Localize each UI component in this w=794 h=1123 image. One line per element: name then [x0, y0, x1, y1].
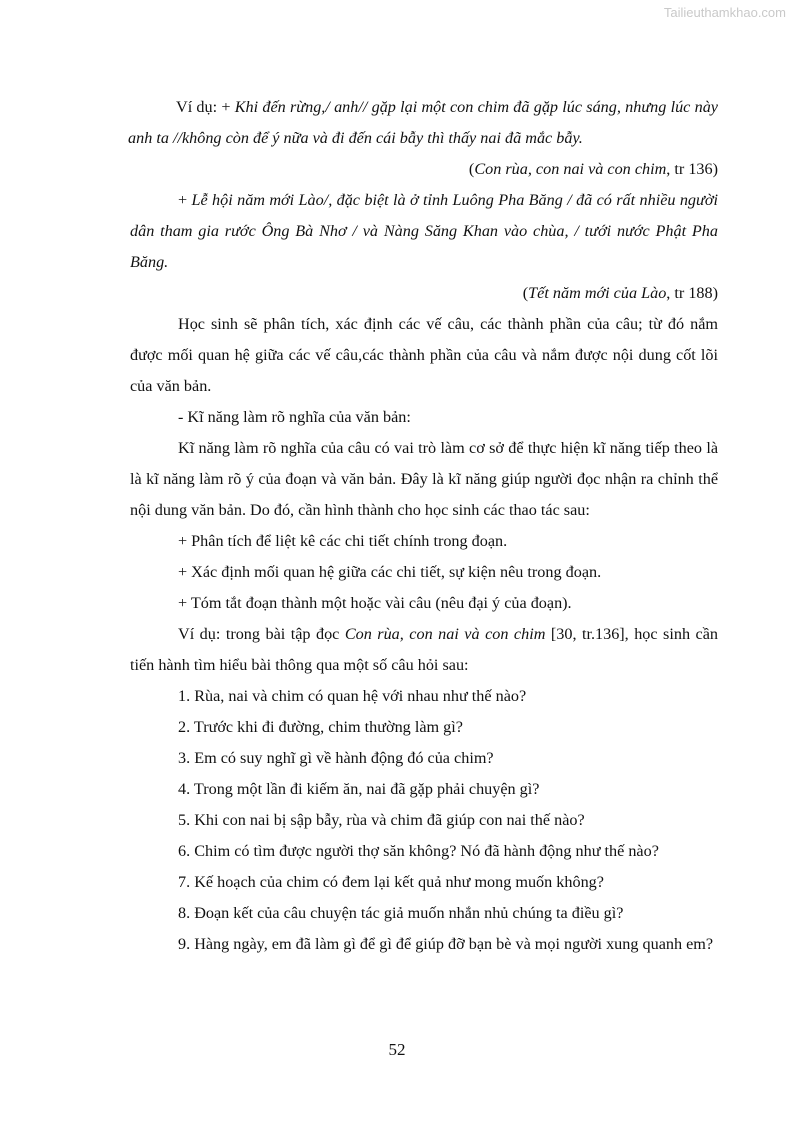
page-number: 52	[388, 1040, 406, 1059]
question: 8. Đoạn kết của câu chuyện tác giả muốn nhắn nhủ chúng ta điều gì?	[178, 904, 624, 922]
source-title: Con rùa, con nai và con chim	[474, 160, 667, 178]
source-title: Tết năm mới của Lào	[528, 284, 667, 302]
example-label: Ví dụ: +	[176, 98, 235, 116]
example-2-italic: Lễ hội năm mới Lào/, đặc biệt là ở tỉnh Luông Pha Băng / đã có rất nhiều người dân tham gia rước Ông Bà Nhơ / và Nàng Săng Khan vào chùa, / tưới nước Phật Pha Băng.	[130, 191, 718, 271]
question: 2. Trước khi đi đường, chim thường làm gì?	[178, 718, 463, 736]
example-2-source: (Tết năm mới của Lào, tr 188)	[522, 284, 718, 302]
example-3: Ví dụ: trong bài tập đọc Con rùa, con nai và con chim [30, tr.136], học sinh cần tiến hành tìm hiểu bài thông qua một số câu hỏi sau:	[130, 625, 718, 674]
book-title: Con rùa, con nai và con chim	[344, 625, 546, 643]
page-body	[130, 92, 718, 960]
question: 4. Trong một lần đi kiếm ăn, nai đã gặp phải chuyện gì?	[178, 780, 540, 798]
question: 3. Em có suy nghĩ gì về hành động đó của chim?	[178, 749, 494, 767]
paragraph: Kĩ năng làm rõ nghĩa của câu có vai trò làm cơ sở để thực hiện kĩ năng tiếp theo là là kĩ năng làm rõ ý của đoạn và văn bản. Đây là kĩ năng giúp người đọc nhận ra chỉnh thể nội dung văn bản. Do đó, cần hình thành cho học sinh các thao tác sau:	[130, 439, 718, 519]
paragraph: Học sinh sẽ phân tích, xác định các vế câu, các thành phần của câu; từ đó nắm được mối quan hệ giữa các vế câu,các thành phần của câu và nắm được nội dung cốt lõi của văn bản.	[130, 315, 718, 395]
watermark: Tailieuthamkhao.com	[663, 5, 786, 20]
example-1-source: (Con rùa, con nai và con chim, tr 136)	[468, 160, 718, 178]
question: 5. Khi con nai bị sập bẫy, rùa và chim đã giúp con nai thế nào?	[178, 811, 585, 829]
example-1	[128, 92, 718, 154]
example-1-italic: Khi đến rừng,/ anh// gặp lại một con chim đã gặp lúc sáng, nhưng lúc này anh ta //không còn để ý nữa và đi đến cái bẫy thì thấy nai đã mắc bẫy.	[128, 98, 718, 147]
section-heading: - Kĩ năng làm rõ nghĩa của văn bản:	[178, 408, 411, 426]
question: 1. Rùa, nai và chim có quan hệ với nhau như thế nào?	[178, 687, 527, 705]
list-item: + Xác định mối quan hệ giữa các chi tiết, sự kiện nêu trong đoạn.	[178, 563, 602, 581]
list-item: + Tóm tắt đoạn thành một hoặc vài câu (nêu đại ý của đoạn).	[178, 594, 572, 612]
question: 6. Chim có tìm được người thợ săn không? Nó đã hành động như thế nào?	[178, 842, 659, 860]
example-2: + Lễ hội năm mới Lào/, đặc biệt là ở tỉnh Luông Pha Băng / đã có rất nhiều người dân tham gia rước Ông Bà Nhơ / và Nàng Săng Khan vào chùa, / tưới nước Phật Pha Băng.	[130, 191, 718, 271]
question: 7. Kế hoạch của chim có đem lại kết quả như mong muốn không?	[178, 873, 604, 891]
list-item: + Phân tích để liệt kê các chi tiết chính trong đoạn.	[178, 532, 508, 550]
question: 9. Hàng ngày, em đã làm gì để gì để giúp đỡ bạn bè và mọi người xung quanh em?	[178, 935, 714, 953]
